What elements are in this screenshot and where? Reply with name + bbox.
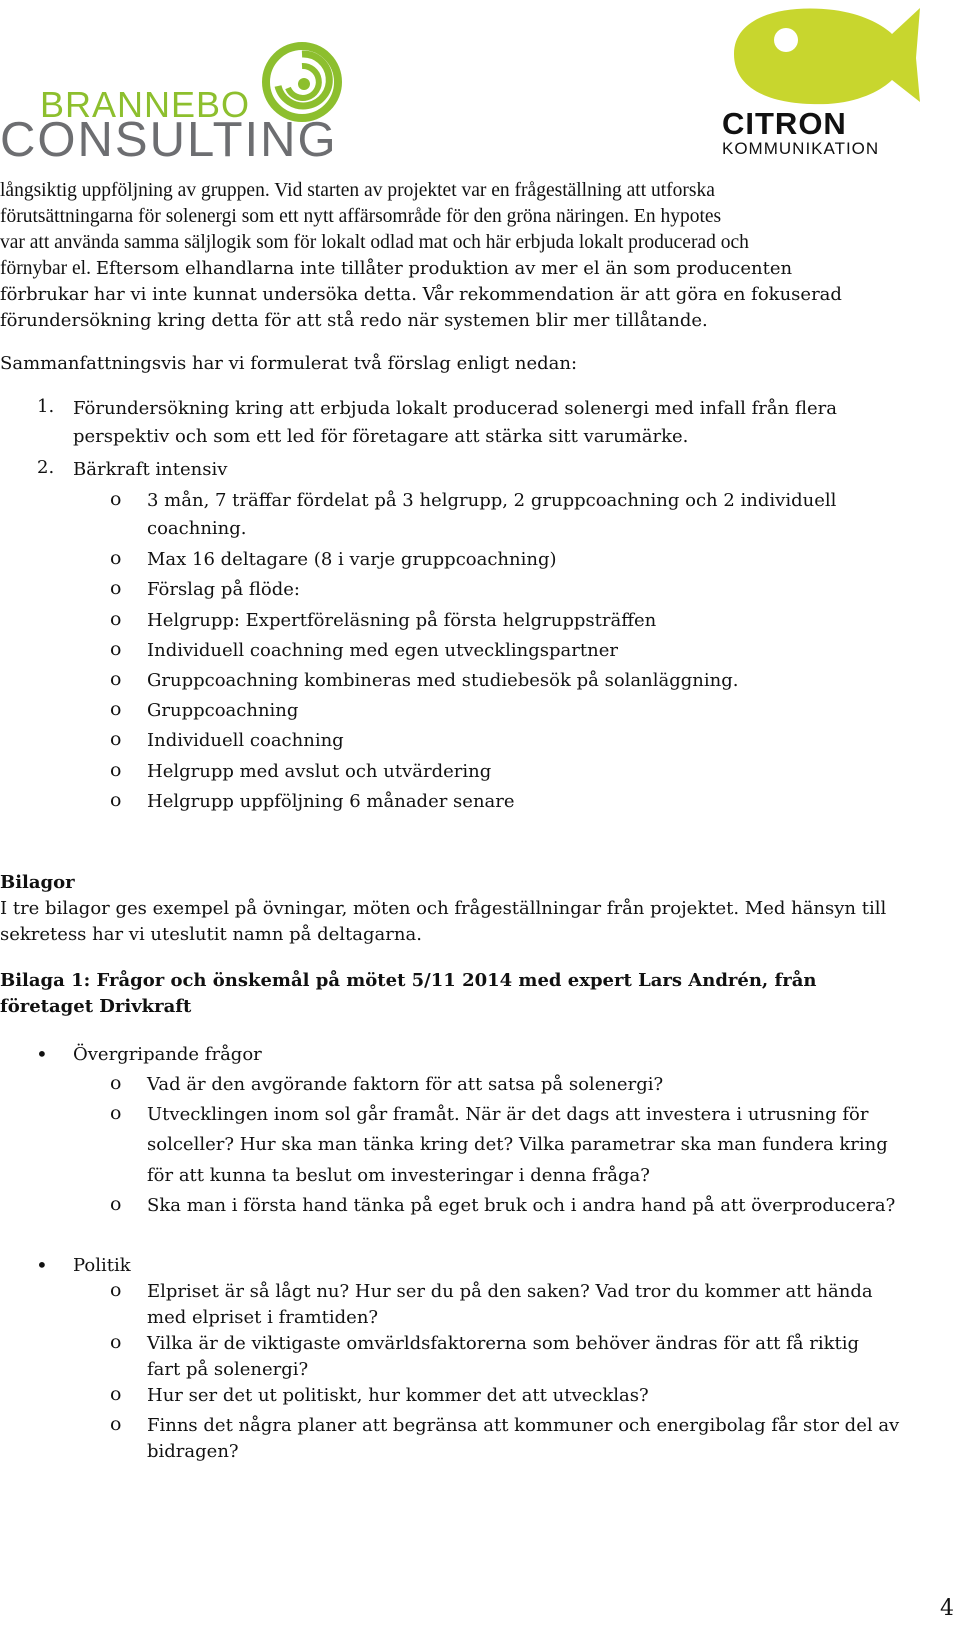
bullet-o-icon: o (110, 547, 122, 569)
s1-item-2-line-1: Utvecklingen inom sol går framåt. När är det dags att investera i utrusning för (147, 1104, 869, 1125)
bullet-dot-icon: • (36, 1042, 48, 1066)
intro-line-4b: Eftersom elhandlarna inte tillåter produktion av mer el än som producenten (95, 258, 793, 279)
bilagor-text-2: sekretess har vi uteslutit namn på deltagarna. (0, 924, 422, 945)
summary-text: Sammanfattningsvis har vi formulerat två förslag enligt nedan: (0, 353, 578, 374)
bilagor-heading: Bilagor (0, 872, 75, 893)
intro-line-5b: Vår rekommendation är att göra en fokuserad (422, 284, 842, 305)
sub-item-5: Individuell coachning med egen utvecklingspartner (147, 640, 618, 661)
proposal-1-line-2: perspektiv och som ett led för företagare att stärka sitt varumärke. (73, 426, 689, 447)
intro-line-4a: förnybar el. (0, 258, 96, 279)
sub-item-9: Helgrupp med avslut och utvärdering (147, 761, 492, 782)
intro-line-3: var att använda samma säljlogik som för lokalt odlad mat och här erbjuda lokalt producerad och (0, 232, 749, 253)
s2-item-4-line-1: Finns det några planer att begränsa att kommuner och energibolag får stor del av (147, 1415, 900, 1436)
bullet-o-icon: o (110, 668, 122, 690)
citron-logo-bottom: KOMMUNIKATION (722, 139, 880, 158)
intro-line-1: långsiktig uppföljning av gruppen. Vid starten av projektet var en frågeställning att utforska (0, 180, 715, 201)
proposal-1-line-1: Förundersökning kring att erbjuda lokalt producerad solenergi med infall från flera (73, 398, 837, 419)
page-number: 4 (940, 1596, 954, 1621)
brannebo-spiral-icon (262, 42, 342, 122)
bullet-o-icon: o (110, 1383, 122, 1405)
bullet-o-icon: o (110, 1413, 122, 1435)
intro-line-5a: förbrukar har vi inte kunnat undersöka detta. (0, 284, 423, 305)
s1-item-2-line-2: solceller? Hur ska man tänka kring det? Vilka parametrar ska man fundera kring (147, 1134, 888, 1155)
s1-item-1: Vad är den avgörande faktorn för att satsa på solenergi? (147, 1074, 664, 1095)
bullet-o-icon: o (110, 1193, 122, 1215)
bullet-o-icon: o (110, 1102, 122, 1124)
bilaga1-heading-1: Bilaga 1: Frågor och önskemål på mötet 5/11 2014 med expert Lars Andrén, från (0, 970, 817, 991)
bullet-o-icon: o (110, 638, 122, 660)
section-2-title: Politik (73, 1255, 131, 1276)
proposal-2-number: 2. (37, 457, 55, 478)
s2-item-3: Hur ser det ut politiskt, hur kommer det att utvecklas? (147, 1385, 649, 1406)
bullet-o-icon: o (110, 608, 122, 630)
bullet-o-icon: o (110, 698, 122, 720)
intro-line-6: förundersökning kring detta för att stå redo när systemen blir mer tillåtande. (0, 310, 708, 331)
s2-item-4-line-2: bidragen? (147, 1441, 239, 1462)
sub-item-8: Individuell coachning (147, 730, 344, 751)
bullet-o-icon: o (110, 1072, 122, 1094)
s1-item-2-line-3: för att kunna ta beslut om investeringar i denna fråga? (147, 1165, 650, 1186)
bullet-o-icon: o (110, 488, 122, 510)
sub-item-6: Gruppcoachning kombineras med studiebesök på solanläggning. (147, 670, 739, 691)
sub-item-3: Förslag på flöde: (147, 579, 300, 600)
intro-line-5 (0, 282, 842, 308)
s2-item-2-line-2: fart på solenergi? (147, 1359, 309, 1380)
s2-item-2-line-1: Vilka är de viktigaste omvärldsfaktorerna som behöver ändras för att få riktig (147, 1333, 860, 1354)
intro-line-2: förutsättningarna för solenergi som ett nytt affärsområde för den gröna näringen. En hypotes (0, 206, 722, 227)
brannebo-logo-top: BRANNEBO (40, 84, 251, 125)
sub-item-1-line-1: 3 mån, 7 träffar fördelat på 3 helgrupp, 2 gruppcoachning och 2 individuell (147, 490, 837, 511)
sub-item-7: Gruppcoachning (147, 700, 299, 721)
proposal-1-number: 1. (37, 396, 55, 417)
sub-item-10: Helgrupp uppföljning 6 månader senare (147, 791, 515, 812)
bullet-o-icon: o (110, 1279, 122, 1301)
brannebo-logo (0, 0, 350, 165)
sub-item-4: Helgrupp: Expertföreläsning på första helgruppsträffen (147, 610, 657, 631)
sub-item-1-line-2: coachning. (147, 518, 247, 539)
bilaga1-heading-2: företaget Drivkraft (0, 996, 192, 1017)
section-1-title: Övergripande frågor (73, 1044, 262, 1065)
bullet-o-icon: o (110, 577, 122, 599)
proposal-2-line-1: Bärkraft intensiv (73, 459, 228, 480)
s2-item-1-line-1: Elpriset är så lågt nu? Hur ser du på den saken? Vad tror du kommer att hända (147, 1281, 873, 1302)
bilagor-text-1: I tre bilagor ges exempel på övningar, möten och frågeställningar från projektet. Med hänsyn till (0, 898, 887, 919)
bullet-o-icon: o (110, 789, 122, 811)
bullet-dot-icon: • (36, 1253, 48, 1277)
intro-line-4 (0, 256, 792, 282)
bullet-o-icon: o (110, 759, 122, 781)
citron-logo-top: CITRON (722, 106, 847, 141)
citron-logo (718, 0, 928, 165)
bullet-o-icon: o (110, 1331, 122, 1353)
bullet-o-icon: o (110, 728, 122, 750)
citron-fish-icon (724, 2, 924, 108)
brannebo-logo-bottom: CONSULTING (0, 113, 338, 167)
sub-item-2: Max 16 deltagare (8 i varje gruppcoachning) (147, 549, 557, 570)
s1-item-3: Ska man i första hand tänka på eget bruk och i andra hand på att överproducera? (147, 1195, 896, 1216)
s2-item-1-line-2: med elpriset i framtiden? (147, 1307, 379, 1328)
